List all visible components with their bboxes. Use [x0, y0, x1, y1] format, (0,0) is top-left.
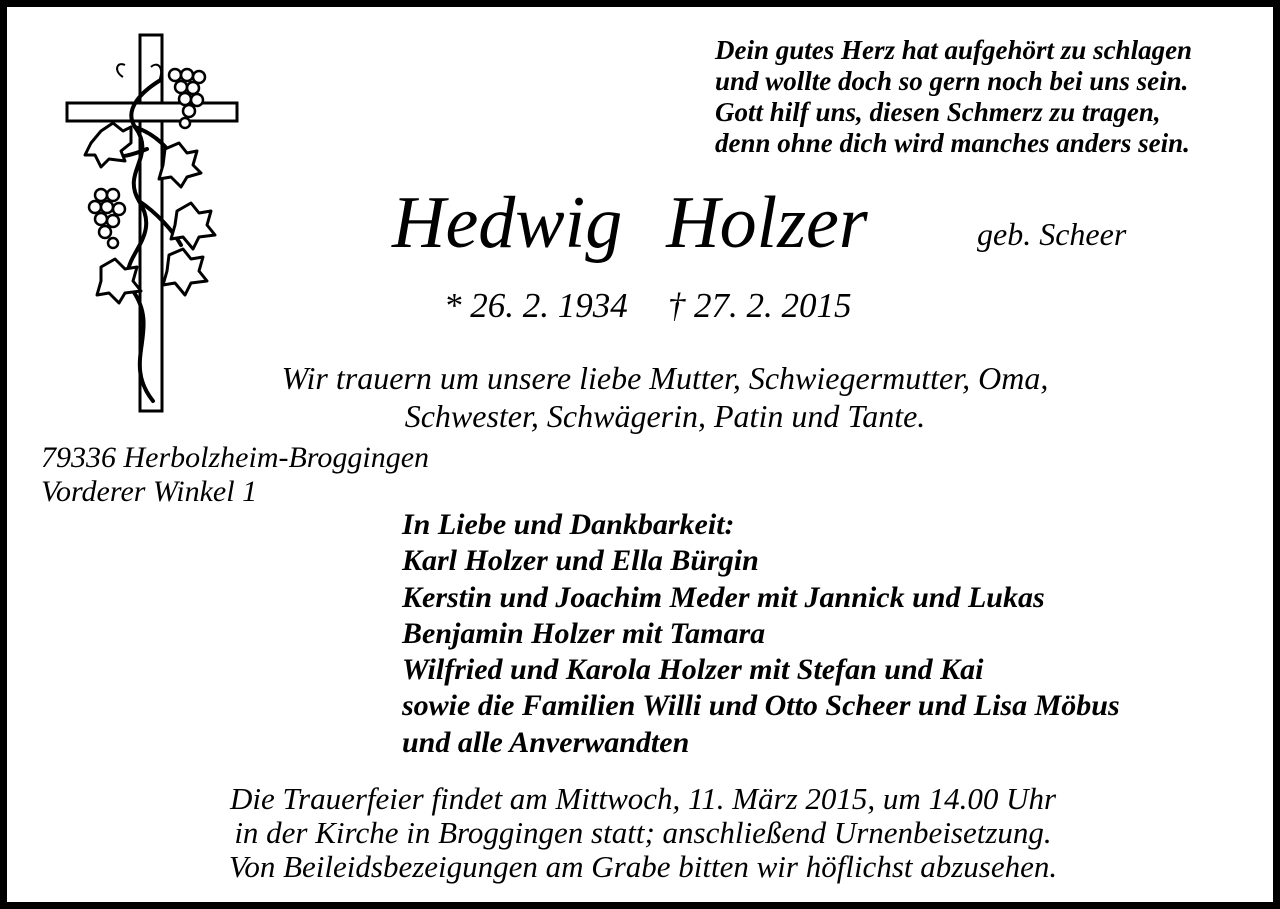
mourner-line: Karl Holzer und Ella Bürgin	[402, 544, 759, 578]
mourner-line: und alle Anverwandten	[402, 725, 690, 759]
service-line: in der Kirche in Broggingen statt; anschließend Urnenbeisetzung.	[234, 815, 1052, 850]
deceased-name	[392, 179, 868, 267]
mourning-line: Schwester, Schwägerin, Patin und Tante.	[404, 398, 926, 434]
mourner-line: Kerstin und Joachim Meder mit Jannick und Lukas	[402, 580, 1045, 614]
poem-line: Dein gutes Herz hat aufgehört zu schlagen	[715, 35, 1193, 65]
funeral-service-info	[7, 782, 1280, 884]
service-line: Die Trauerfeier findet am Mittwoch, 11. März 2015, um 14.00 Uhr	[229, 781, 1057, 816]
given-name: Hedwig	[392, 182, 623, 264]
mourners-list	[402, 507, 1120, 761]
mourning-statement	[7, 359, 1280, 435]
mourners-heading: In Liebe und Dankbarkeit:	[402, 508, 735, 541]
memorial-poem	[715, 35, 1192, 159]
poem-line: und wollte doch so gern noch bei uns sein.	[715, 66, 1189, 96]
birth-date: * 26. 2. 1934	[444, 286, 628, 325]
poem-line: Gott hilf uns, diesen Schmerz zu tragen,	[715, 97, 1161, 127]
maiden-name: geb. Scheer	[977, 216, 1127, 252]
mourner-line: sowie die Familien Willi und Otto Scheer und Lisa Möbus	[402, 689, 1120, 723]
mourning-line: Wir trauern um unsere liebe Mutter, Schwiegermutter, Oma,	[281, 360, 1049, 396]
service-line: Von Beileidsbezeigungen am Grabe bitten wir höflichst abzusehen.	[228, 849, 1058, 884]
family-address	[41, 441, 429, 509]
address-line: Vorderer Winkel 1	[41, 475, 258, 508]
mourner-line: Benjamin Holzer mit Tamara	[402, 616, 766, 650]
mourner-line: Wilfried und Karola Holzer mit Stefan und Kai	[402, 653, 984, 687]
poem-line: denn ohne dich wird manches anders sein.	[715, 128, 1190, 158]
death-date: † 27. 2. 2015	[667, 286, 852, 325]
life-dates	[444, 285, 852, 327]
family-name: Holzer	[666, 182, 868, 264]
address-line: 79336 Herbolzheim-Broggingen	[41, 441, 430, 474]
